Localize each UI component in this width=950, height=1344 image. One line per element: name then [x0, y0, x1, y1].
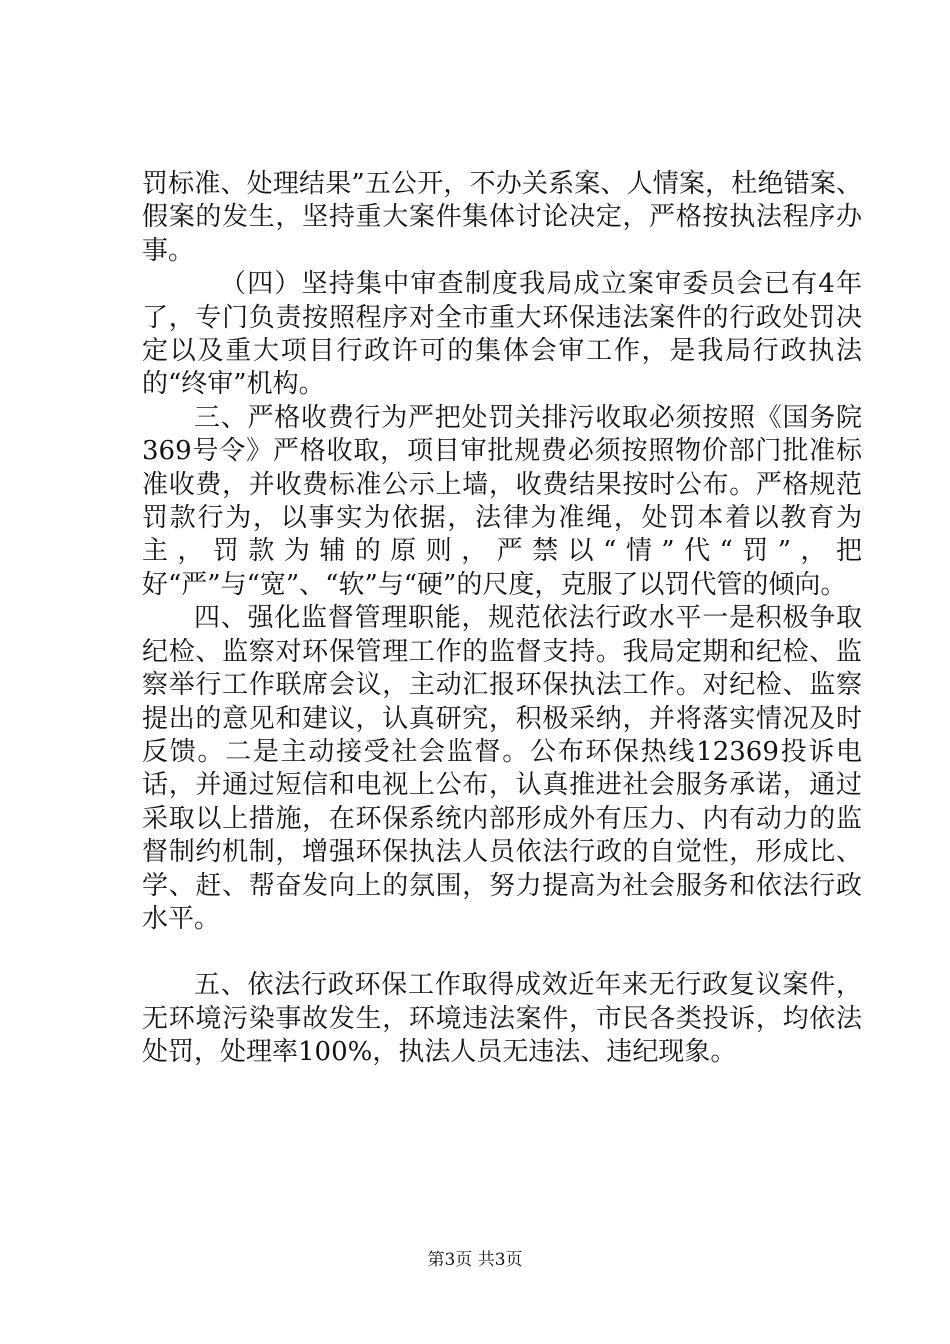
paragraph-fees: 三、严格收费行为严把处罚关排污收取必须按照《国务院369号令》严格收取，项目审批规费必须按照物价部门批准标准收费，并收费标准公示上墙，收费结果按时公布。严格规范罚款行为，以事实为依据，法律为准绳，处罚本着以教育为主，罚款为辅的原则，严禁以“情”代“罚”，把好“严”与“宽”、“软”与“硬”的尺度，克服了以罚代管的倾向。 [142, 402, 862, 600]
paragraph-results: 五、依法行政环保工作取得成效近年来无行政复议案件，无环境污染事故发生，环境违法案件，市民各类投诉，均依法处罚，处理率100%，执法人员无违法、违纪现象。 [142, 970, 862, 1068]
paragraph-supervision: 四、强化监督管理职能，规范依法行政水平一是积极争取纪检、监察对环保管理工作的监督支持。我局定期和纪检、监察举行工作联席会议，主动汇报环保执法工作。对纪检、监察提出的意见和建议，认真研究，积极采纳，并将落实情况及时反馈。二是主动接受社会监督。公布环保热线12369投诉电话，并通过短信和电视上公布，认真推进社会服务承诺，通过采取以上措施，在环保系统内部形成外有压力、内有动力的监督制约机制，增强环保执法人员依法行政的自觉性，形成比、学、赶、帮奋发向上的氛围，努力提高为社会服务和依法行政水平。 [142, 603, 862, 934]
paragraph-review-system: （四）坚持集中审查制度我局成立案审委员会已有4年了，专门负责按照程序对全市重大环保违法案件的行政处罚决定以及重大项目行政许可的集体会审工作，是我局行政执法的“终审”机构。 [142, 269, 862, 400]
document-body [142, 168, 862, 1070]
page-footer [0, 1245, 950, 1270]
paragraph-continuation: 罚标准、处理结果”五公开，不办关系案、人情案，杜绝错案、假案的发生，坚持重大案件集体讨论决定，严格按执法程序办事。 [142, 169, 862, 266]
page-number: 第3页 共3页 [427, 1250, 523, 1270]
